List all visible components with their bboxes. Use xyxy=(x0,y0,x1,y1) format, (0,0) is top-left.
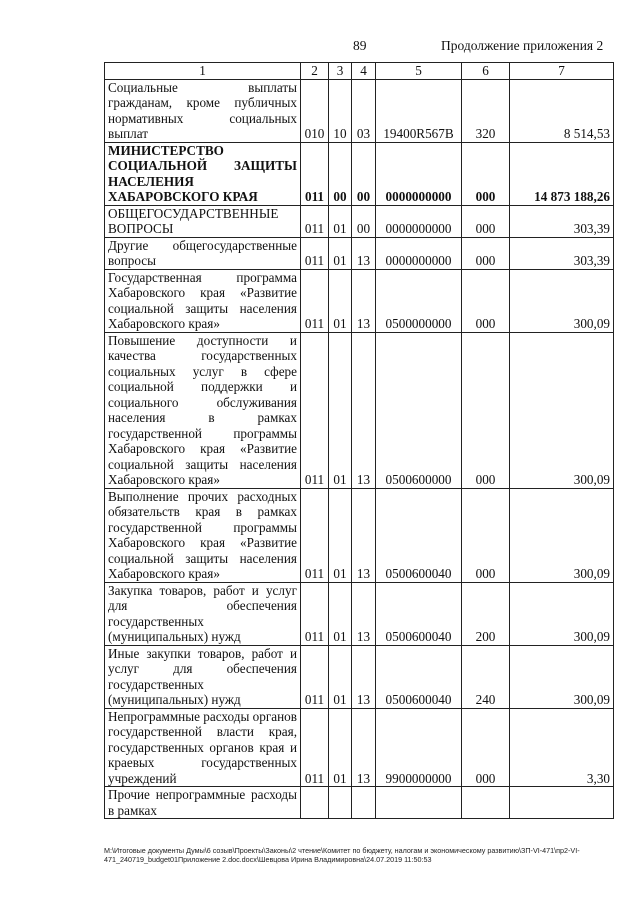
row-name: Другие общегосударственные вопросы xyxy=(105,237,301,269)
row-expense-type: 000 xyxy=(462,708,510,787)
table-row xyxy=(105,787,614,819)
row-subsection: 13 xyxy=(352,237,376,269)
row-amount: 303,39 xyxy=(510,237,614,269)
row-name: Выполнение прочих расходных обязательств края в рамках государственной программы Хабаровского края «Развитие социальной защиты населения Хабаровского края» xyxy=(105,488,301,582)
row-target-article: 0000000000 xyxy=(376,205,462,237)
row-admin-code: 011 xyxy=(301,645,329,708)
row-section: 01 xyxy=(329,332,352,488)
column-header: 2 xyxy=(301,63,329,80)
row-section: 01 xyxy=(329,205,352,237)
row-name: Прочие непрограммные расходы в рамках xyxy=(105,787,301,819)
row-name: Непрограммные расходы органов государственной власти края, государственных органов края и краевых государственных учреждений xyxy=(105,708,301,787)
row-amount xyxy=(510,787,614,819)
column-header: 3 xyxy=(329,63,352,80)
row-admin-code: 011 xyxy=(301,708,329,787)
row-subsection: 00 xyxy=(352,205,376,237)
row-admin-code: 011 xyxy=(301,269,329,332)
row-expense-type: 000 xyxy=(462,142,510,205)
table-row xyxy=(105,332,614,488)
row-target-article: 19400R567B xyxy=(376,79,462,142)
row-target-article: 0500600040 xyxy=(376,488,462,582)
table-row xyxy=(105,488,614,582)
table-row xyxy=(105,582,614,645)
row-expense-type: 000 xyxy=(462,488,510,582)
row-subsection: 13 xyxy=(352,582,376,645)
row-admin-code: 011 xyxy=(301,582,329,645)
row-subsection xyxy=(352,787,376,819)
table-row xyxy=(105,708,614,787)
row-expense-type: 000 xyxy=(462,237,510,269)
row-section: 01 xyxy=(329,488,352,582)
row-admin-code: 011 xyxy=(301,142,329,205)
row-amount: 300,09 xyxy=(510,332,614,488)
row-amount: 300,09 xyxy=(510,269,614,332)
row-target-article: 0000000000 xyxy=(376,142,462,205)
row-name: Закупка товаров, работ и услуг для обеспечения государственных (муниципальных) нужд xyxy=(105,582,301,645)
row-admin-code xyxy=(301,787,329,819)
column-header: 1 xyxy=(105,63,301,80)
table-row xyxy=(105,205,614,237)
row-amount: 14 873 188,26 xyxy=(510,142,614,205)
row-amount: 300,09 xyxy=(510,488,614,582)
table-row xyxy=(105,645,614,708)
row-section: 00 xyxy=(329,142,352,205)
row-expense-type: 000 xyxy=(462,269,510,332)
row-expense-type: 000 xyxy=(462,332,510,488)
table-row xyxy=(105,79,614,142)
row-expense-type xyxy=(462,787,510,819)
row-name: ОБЩЕГОСУДАРСТВЕННЫЕ ВОПРОСЫ xyxy=(105,205,301,237)
row-subsection: 00 xyxy=(352,142,376,205)
row-name: Иные закупки товаров, работ и услуг для обеспечения государственных (муниципальных) нужд xyxy=(105,645,301,708)
row-admin-code: 011 xyxy=(301,205,329,237)
row-target-article: 0000000000 xyxy=(376,237,462,269)
row-subsection: 13 xyxy=(352,645,376,708)
row-admin-code: 011 xyxy=(301,237,329,269)
row-target-article xyxy=(376,787,462,819)
row-target-article: 9900000000 xyxy=(376,708,462,787)
row-section: 01 xyxy=(329,582,352,645)
row-expense-type: 200 xyxy=(462,582,510,645)
row-amount: 303,39 xyxy=(510,205,614,237)
column-header: 4 xyxy=(352,63,376,80)
row-name: Повышение доступности и качества государственных социальных услуг в сфере социальной поддержки и социального обслуживания населения в рамках государственной программы Хабаровского края «Развитие социальной защиты населения Хабаровского края» xyxy=(105,332,301,488)
row-amount: 3,30 xyxy=(510,708,614,787)
row-target-article: 0500600000 xyxy=(376,332,462,488)
row-target-article: 0500600040 xyxy=(376,645,462,708)
row-name: Государственная программа Хабаровского края «Развитие социальной защиты населения Хабаровского края» xyxy=(105,269,301,332)
row-subsection: 13 xyxy=(352,708,376,787)
row-amount: 8 514,53 xyxy=(510,79,614,142)
row-section: 01 xyxy=(329,269,352,332)
column-header: 5 xyxy=(376,63,462,80)
row-name: МИНИСТЕРСТВО СОЦИАЛЬНОЙ ЗАЩИТЫ НАСЕЛЕНИЯ ХАБАРОВСКОГО КРАЯ xyxy=(105,142,301,205)
row-admin-code: 010 xyxy=(301,79,329,142)
budget-table xyxy=(104,62,614,819)
table-header-row xyxy=(105,63,614,80)
row-subsection: 03 xyxy=(352,79,376,142)
continuation-caption: Продолжение приложения 2 xyxy=(441,38,604,53)
row-section xyxy=(329,787,352,819)
row-section: 01 xyxy=(329,708,352,787)
row-target-article: 0500600040 xyxy=(376,582,462,645)
page-number: 89 xyxy=(353,38,367,53)
row-name: Социальные выплаты гражданам, кроме публичных нормативных социальных выплат xyxy=(105,79,301,142)
row-target-article: 0500000000 xyxy=(376,269,462,332)
row-subsection: 13 xyxy=(352,269,376,332)
row-expense-type: 000 xyxy=(462,205,510,237)
table-row xyxy=(105,142,614,205)
row-subsection: 13 xyxy=(352,332,376,488)
row-subsection: 13 xyxy=(352,488,376,582)
row-amount: 300,09 xyxy=(510,582,614,645)
row-admin-code: 011 xyxy=(301,488,329,582)
column-header: 7 xyxy=(510,63,614,80)
row-section: 01 xyxy=(329,645,352,708)
table-row xyxy=(105,237,614,269)
row-expense-type: 240 xyxy=(462,645,510,708)
row-amount: 300,09 xyxy=(510,645,614,708)
file-path-footer: M:\Итоговые документы Думы\6 созыв\Проекты\Законы\2 чтение\Комитет по бюджету, налогам и экономическому развитию\ЗП-VI-471\пр2-VI-471_240719_budget01Приложение 2.doc.docx\Шевцова Ирина Владимировна\24.07.2019 11:50:53 xyxy=(104,846,580,864)
column-header: 6 xyxy=(462,63,510,80)
row-admin-code: 011 xyxy=(301,332,329,488)
table-row xyxy=(105,269,614,332)
row-expense-type: 320 xyxy=(462,79,510,142)
row-section: 01 xyxy=(329,237,352,269)
row-section: 10 xyxy=(329,79,352,142)
